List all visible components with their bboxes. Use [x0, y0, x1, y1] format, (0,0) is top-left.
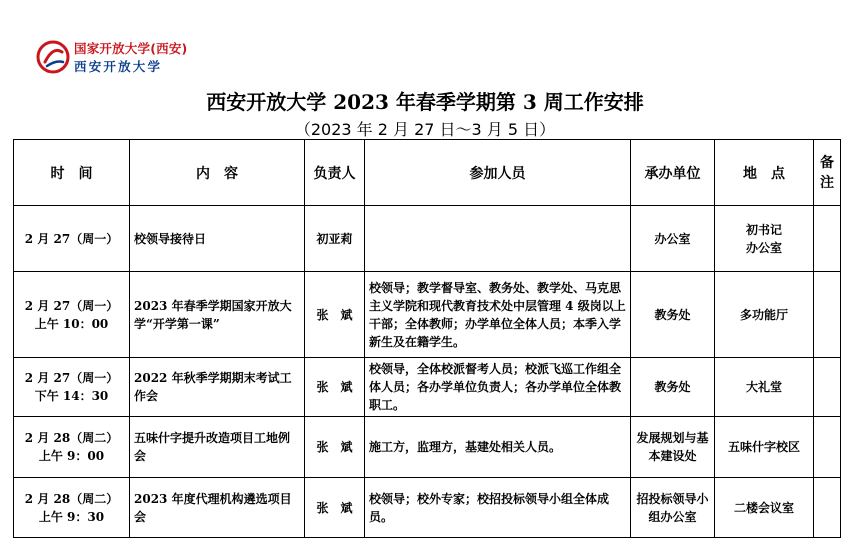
content-cell: 2022 年秋季学期期末考试工作会: [130, 358, 305, 417]
schedule-table: [13, 139, 841, 538]
row-date: 2 月 28（周二）: [24, 491, 119, 506]
owner-cell: 张 斌: [305, 478, 365, 538]
page-title: 西安开放大学 2023 年春季学期第 3 周工作安排: [206, 90, 644, 114]
organizer-cell: 招投标领导小组办公室: [631, 478, 715, 538]
row-time: 上午 9：30: [38, 509, 105, 524]
participants-cell: 校领导；教学督导室、教务处、教学处、马克思主义学院和现代教育技术处中层管理 4 级岗以上干部；全体教师；办学单位全体人员；本季入学新生及在籍学生。: [365, 272, 631, 358]
organizer-cell: 教务处: [631, 272, 715, 358]
content-cell: 2023 年度代理机构遴选项目会: [130, 478, 305, 538]
organizer-cell: 办公室: [631, 206, 715, 272]
row-date: 2 月 27（周一）: [24, 371, 119, 385]
location-line1: 二楼会议室: [733, 500, 794, 515]
row-date: 2 月 28（周二）: [24, 431, 119, 445]
row-time: 上午 9：00: [38, 449, 105, 463]
remark-cell: [814, 478, 841, 538]
owner-cell: 张 斌: [305, 272, 365, 358]
remark-cell: [814, 417, 841, 478]
header-location: 地 点: [715, 140, 814, 206]
table-row: [14, 478, 841, 538]
header-owner: 负责人: [305, 140, 365, 206]
location-line1: 多功能厅: [739, 307, 788, 322]
location-cell: [715, 358, 814, 417]
location-cell: [715, 206, 814, 272]
university-emblem-icon: [36, 40, 70, 74]
owner-cell: 张 斌: [305, 358, 365, 417]
location-line2: 办公室: [745, 240, 782, 255]
participants-cell: 施工方，监理方，基建处相关人员。: [365, 417, 631, 478]
time-cell: [14, 272, 130, 358]
logo-name-line1: 国家开放大学(西安): [74, 41, 188, 56]
location-cell: [715, 417, 814, 478]
table-row: [14, 358, 841, 417]
row-time: 下午 14：30: [34, 389, 109, 403]
time-cell: [14, 358, 130, 417]
location-line1: 初书记: [745, 222, 782, 237]
participants-cell: 校领导，全体校派督考人员；校派飞巡工作组全体人员；各办学单位负责人；各办学单位全体教职工。: [365, 358, 631, 417]
table-row: [14, 272, 841, 358]
time-cell: [14, 478, 130, 538]
header-participants: 参加人员: [365, 140, 631, 206]
content-cell: 2023 年春季学期国家开放大学“开学第一课”: [130, 272, 305, 358]
location-cell: [715, 272, 814, 358]
header-organizer: 承办单位: [631, 140, 715, 206]
remark-cell: [814, 272, 841, 358]
row-time: 上午 10：00: [34, 316, 109, 331]
owner-cell: 张 斌: [305, 417, 365, 478]
logo-name-line2: 西安开放大学: [74, 59, 163, 74]
remark-cell: [814, 206, 841, 272]
time-cell: [14, 417, 130, 478]
organizer-cell: 教务处: [631, 358, 715, 417]
content-cell: 五味什字提升改造项目工地例会: [130, 417, 305, 478]
header-content: 内 容: [130, 140, 305, 206]
location-line1: 五味什字校区: [727, 440, 800, 454]
content-cell: 校领导接待日: [130, 206, 305, 272]
header-remark: 备注: [814, 140, 841, 206]
date-range: （2023 年 2 月 27 日～3 月 5 日）: [294, 120, 556, 139]
remark-cell: [814, 358, 841, 417]
header-time: 时 间: [14, 140, 130, 206]
owner-cell: 初亚莉: [305, 206, 365, 272]
table-row: [14, 206, 841, 272]
row-date: 2 月 27（周一）: [24, 298, 119, 313]
university-logo: [36, 38, 206, 76]
row-date: 2 月 27（周一）: [24, 231, 119, 246]
location-line1: 大礼堂: [745, 380, 782, 394]
table-row: [14, 417, 841, 478]
time-cell: [14, 206, 130, 272]
table-header-row: [14, 140, 841, 206]
participants-cell: 校领导；校外专家；校招投标领导小组全体成员。: [365, 478, 631, 538]
participants-cell: [365, 206, 631, 272]
organizer-cell: 发展规划与基本建设处: [631, 417, 715, 478]
location-cell: [715, 478, 814, 538]
